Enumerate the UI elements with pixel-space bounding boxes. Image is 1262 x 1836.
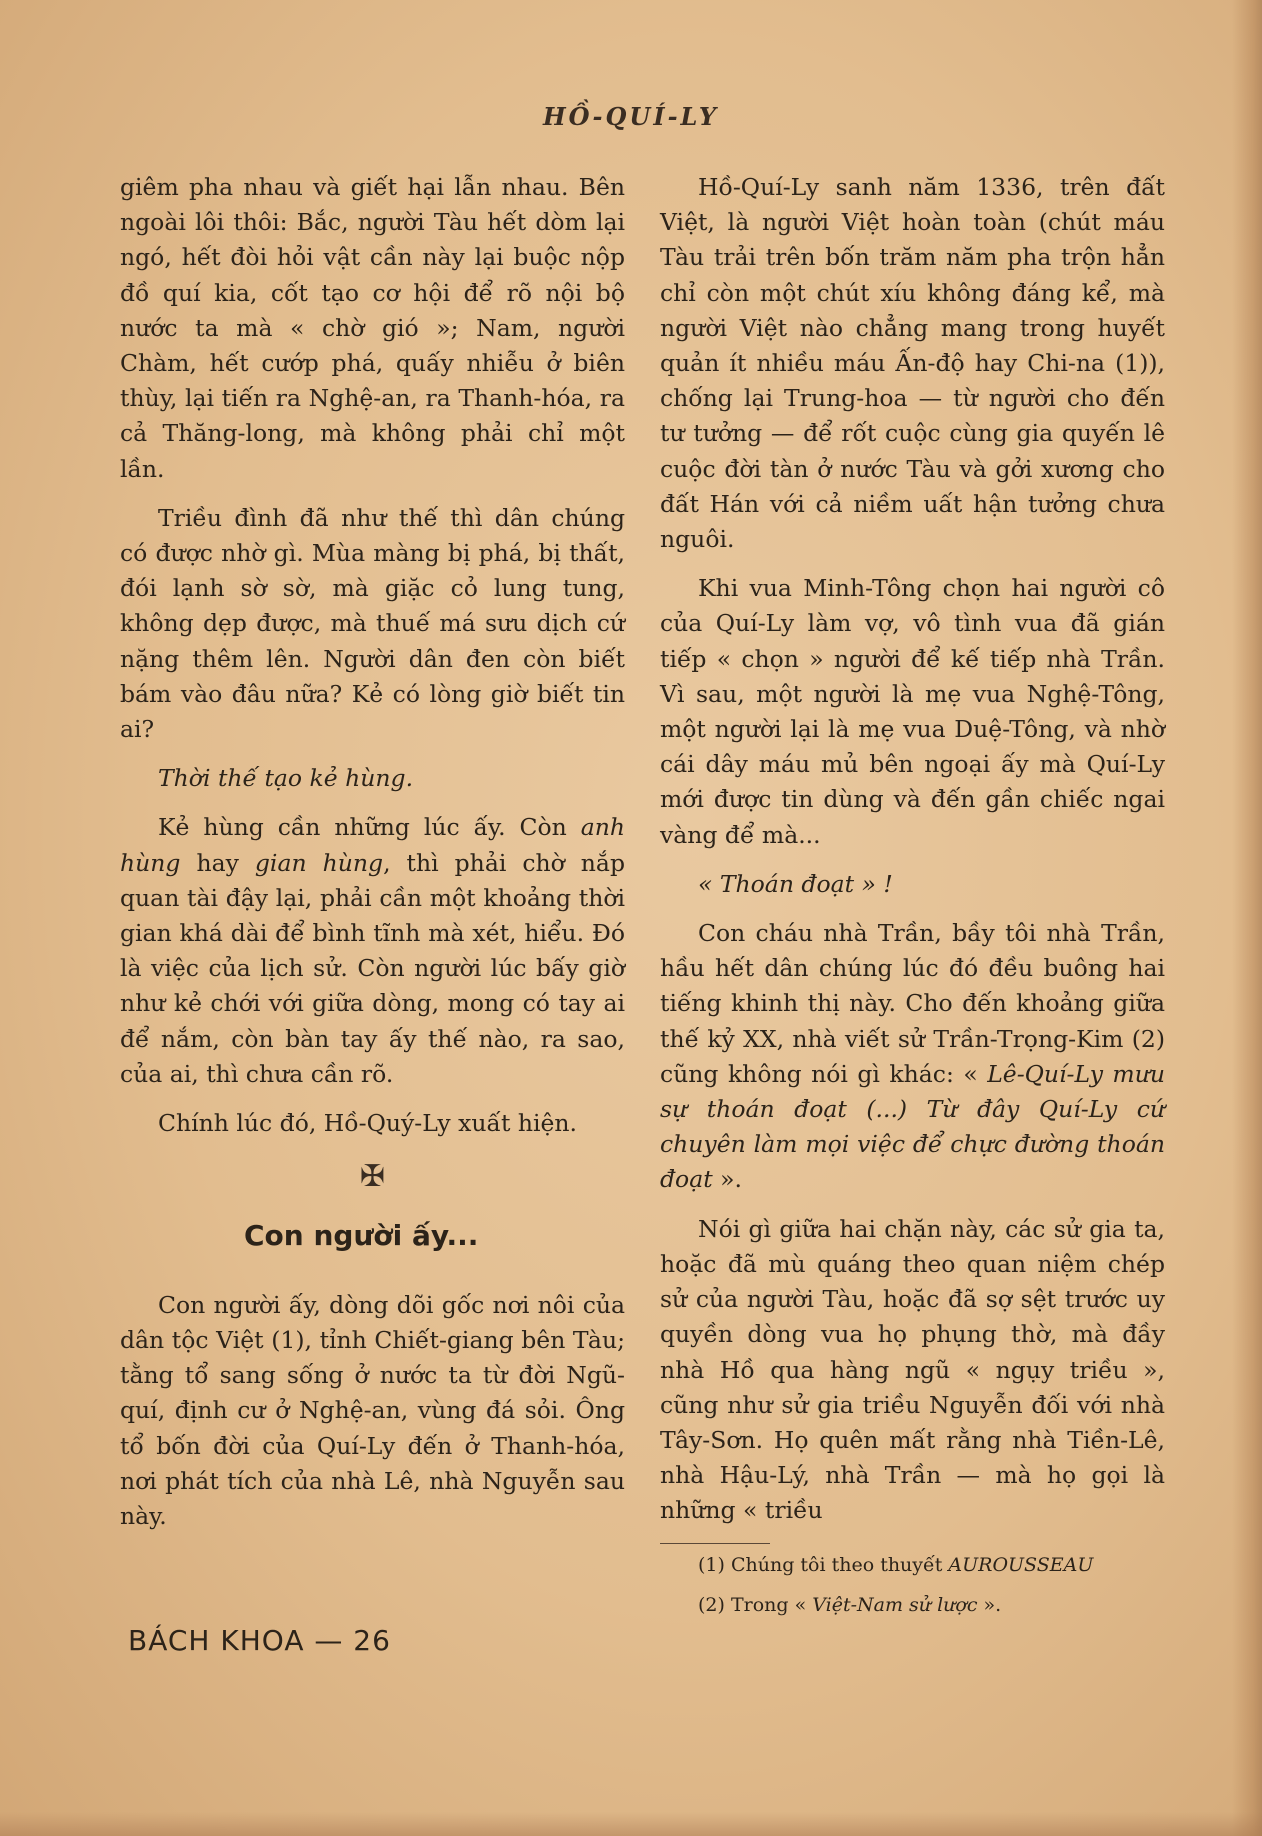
emphasis: AUROUSSEAU [948,1553,1094,1576]
right-column [660,170,1165,1632]
text-span: (2) Trong « [698,1593,813,1616]
quotation: Lê-Quí-Ly mưu sự thoán đoạt (...) Từ đây Quí-Ly cứ chuyên làm mọi việc để chực đường thoán đoạt [660,1059,1165,1194]
text-span: ». [712,1165,742,1194]
footnote-rule [660,1543,770,1544]
paragraph: Hồ-Quí-Ly sanh năm 1336, trên đất Việt, là người Việt hoàn toàn (chút máu Tàu trải trên bốn trăm năm pha trộn hẳn chỉ còn một chút xíu không đáng kể, mà người Việt nào chẳng mang trong huyết quản ít nhiều máu Ấn-độ hay Chi-na (1)), chống lại Trung-hoa — từ người cho đến tư tưởng — để rốt cuộc cùng gia quyến lê cuộc đời tàn ở nước Tàu và gởi xương cho đất Hán với cả niềm uất hận tưởng chưa nguôi. [660,173,1165,554]
paragraph: Con người ấy, dòng dõi gốc nơi nôi của dân tộc Việt (1), tỉnh Chiết-giang bên Tàu; tằng tổ sang sống ở nước ta từ đời Ngũ-quí, định cư ở Nghệ-an, vùng đá sỏi. Ông tổ bốn đời của Quí-Ly đến ở Thanh-hóa, nơi phát tích của nhà Lê, nhà Nguyễn sau này. [120,1290,625,1530]
footnote-1 [660,1552,1165,1578]
paragraph: Chính lúc đó, Hồ-Quý-Ly xuất hiện. [158,1109,578,1138]
paragraph: Triều đình đã như thế thì dân chúng có được nhờ gì. Mùa màng bị phá, bị thất, đói lạnh sờ sờ, mà giặc cỏ lung tung, không dẹp được, mà thuế má sưu dịch cứ nặng thêm lên. Người dân đen còn biết bám vào đâu nữa? Kẻ có lòng giờ biết tin ai? [120,503,625,744]
text-span: hay [180,848,255,877]
text-span: ». [977,1593,1002,1616]
running-head: HỒ-QUÍ-LY [542,102,720,131]
page-bottom-shadow [0,1812,1262,1836]
emphasis: anh hùng [120,813,625,877]
paragraph [660,916,1165,1198]
paragraph: giêm pha nhau và giết hại lẫn nhau. Bên ngoài lôi thôi: Bắc, người Tàu hết dòm lại ngó, hết đòi hỏi vật cần này lại buộc nộp đồ quí kia, cốt tạo cơ hội để rõ nội bộ nước ta mà « chờ gió »; Nam, người Chàm, hết cướp phá, quấy nhiễu ở biên thùy, lại tiến ra Nghệ-an, ra Thanh-hóa, ra cả Thăng-long, mà không phải chỉ một lần. [120,173,625,483]
quote-line: « Thoán đoạt » ! [698,869,893,898]
footnote-2 [660,1592,1165,1618]
page-edge-shadow [1232,0,1262,1836]
text-span: (1) Chúng tôi theo thuyết [698,1553,949,1576]
emphasis: gian hùng [254,848,384,877]
paragraph [120,810,625,1092]
text-span: Kẻ hùng cần những lúc ấy. Còn [158,813,581,842]
left-column [120,170,625,1548]
text-span: , thì phải chờ nắp quan tài đậy lại, phải cần một khoảng thời gian khá dài để bình tĩnh mà xét, hiểu. Đó là việc của lịch sử. Còn người lúc bấy giờ như kẻ chới với giữa dòng, mong có tay ai để nắm, còn bàn tay ấy thế nào, ra sao, của ai, thì chưa cần rõ. [120,848,625,1088]
paragraph: Nói gì giữa hai chặn này, các sử gia ta, hoặc đã mù quáng theo quan niệm chép sử của người Tàu, hoặc đã sợ sệt trước uy quyền dòng vua họ phụng thờ, mà đầy nhà Hồ qua hàng ngũ « ngụy triều », cũng như sử gia triều Nguyễn đối với nhà Tây-Sơn. Họ quên mất rằng nhà Tiền-Lê, nhà Hậu-Lý, nhà Trần — mà họ gọi là những « triều [660,1214,1165,1525]
section-heading: Con người ấy... [244,1219,479,1253]
emphasis: Việt-Nam sử lược [812,1593,978,1616]
text-span: Con cháu nhà Trần, bầy tôi nhà Trần, hầu hết dân chúng lúc đó đều buông hai tiếng khinh thị này. Cho đến khoảng giữa thế kỷ XX, nhà viết sử Trần-Trọng-Kim (2) cũng không nói gì khác: « [660,919,1165,1088]
proverb-line: Thời thế tạo kẻ hùng. [158,764,414,793]
page-footer: BÁCH KHOA — 26 [128,1624,391,1657]
section-ornament-icon: ✠ [359,1159,386,1195]
paragraph: Khi vua Minh-Tông chọn hai người cô của Quí-Ly làm vợ, vô tình vua đã gián tiếp « chọn » người để kế tiếp nhà Trần. Vì sau, một người là mẹ vua Nghệ-Tông, một người lại là mẹ vua Duệ-Tông, và nhờ cái dây máu mủ bên ngoại ấy mà Quí-Ly mới được tin dùng và đến gần chiếc ngai vàng để mà... [660,574,1165,849]
